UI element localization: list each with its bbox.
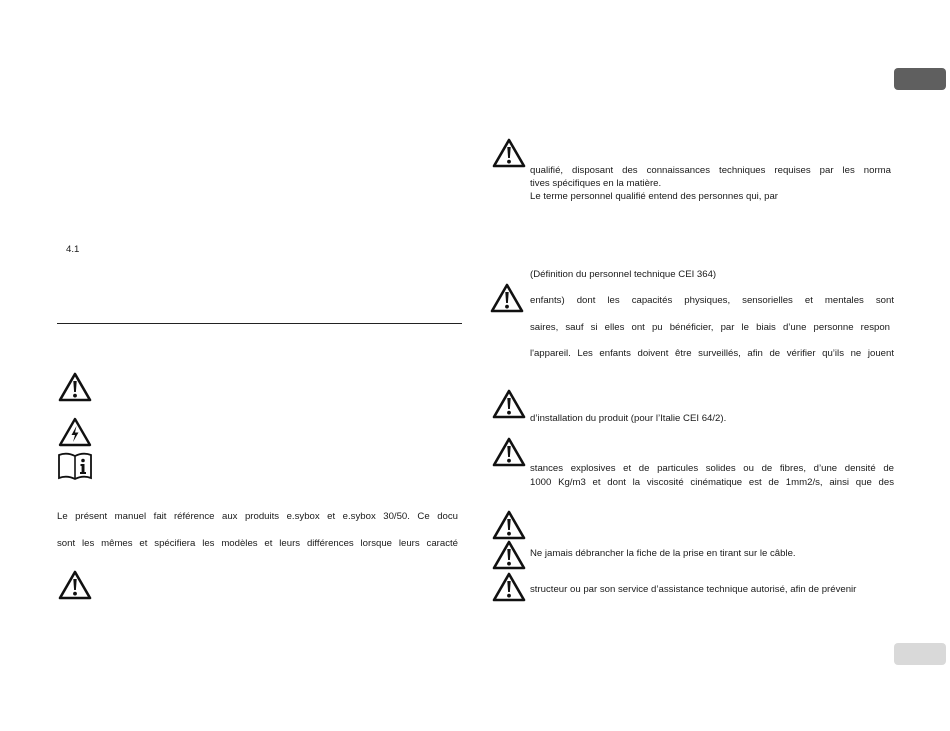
qualified-line-2: tives spécifiques en la matière. (530, 178, 662, 189)
warning-icon (492, 572, 526, 602)
substances-line-2: 1000 Kg/m3 et dont la viscosité cinématique est de 1mm2/s, ainsi que des (530, 477, 894, 488)
electric-hazard-icon (58, 417, 92, 447)
intro-line-2: sont les mêmes et spécifiera les modèles et leurs différences lorsque leurs caracté (57, 538, 458, 549)
warning-icon (58, 570, 92, 600)
installation-text: d’installation du produit (pour l’Italie CEI 64/2). (530, 413, 727, 424)
warning-icon (492, 138, 526, 168)
children-line-2: saires, sauf si elles ont pu bénéficier, par le biais d’une personne respon (530, 322, 890, 333)
definition-text: (Définition du personnel technique CEI 364) (530, 269, 717, 280)
cable-warning-text: Ne jamais débrancher la fiche de la prise en tirant sur le câble. (530, 548, 796, 559)
section-number: 4.1 (66, 244, 80, 255)
warning-icon (490, 283, 524, 313)
qualified-line-1: qualifié, disposant des connaissances techniques requises par les norma (530, 165, 891, 176)
constructor-text: structeur ou par son service d’assistance technique autorisé, afin de prévenir (530, 584, 857, 595)
children-line-3: l'appareil. Les enfants doivent être surveillés, afin de vérifier qu’ils ne jouent (530, 348, 894, 359)
section-divider (57, 323, 462, 324)
manual-info-icon (57, 452, 93, 480)
substances-line-1: stances explosives et de particules solides ou de fibres, d’une densité de (530, 463, 894, 474)
language-tab-active[interactable] (894, 68, 946, 90)
intro-line-1: Le présent manuel fait référence aux produits e.sybox et e.sybox 30/50. Ce docu (57, 511, 458, 522)
children-line-1: enfants) dont les capacités physiques, sensorielles et mentales sont (530, 295, 894, 306)
warning-icon (492, 510, 526, 540)
warning-icon (492, 540, 526, 570)
warning-icon (492, 437, 526, 467)
language-tab-inactive[interactable] (894, 643, 946, 665)
warning-icon (492, 389, 526, 419)
qualified-line-3: Le terme personnel qualifié entend des personnes qui, par (530, 191, 779, 202)
warning-icon (58, 372, 92, 402)
